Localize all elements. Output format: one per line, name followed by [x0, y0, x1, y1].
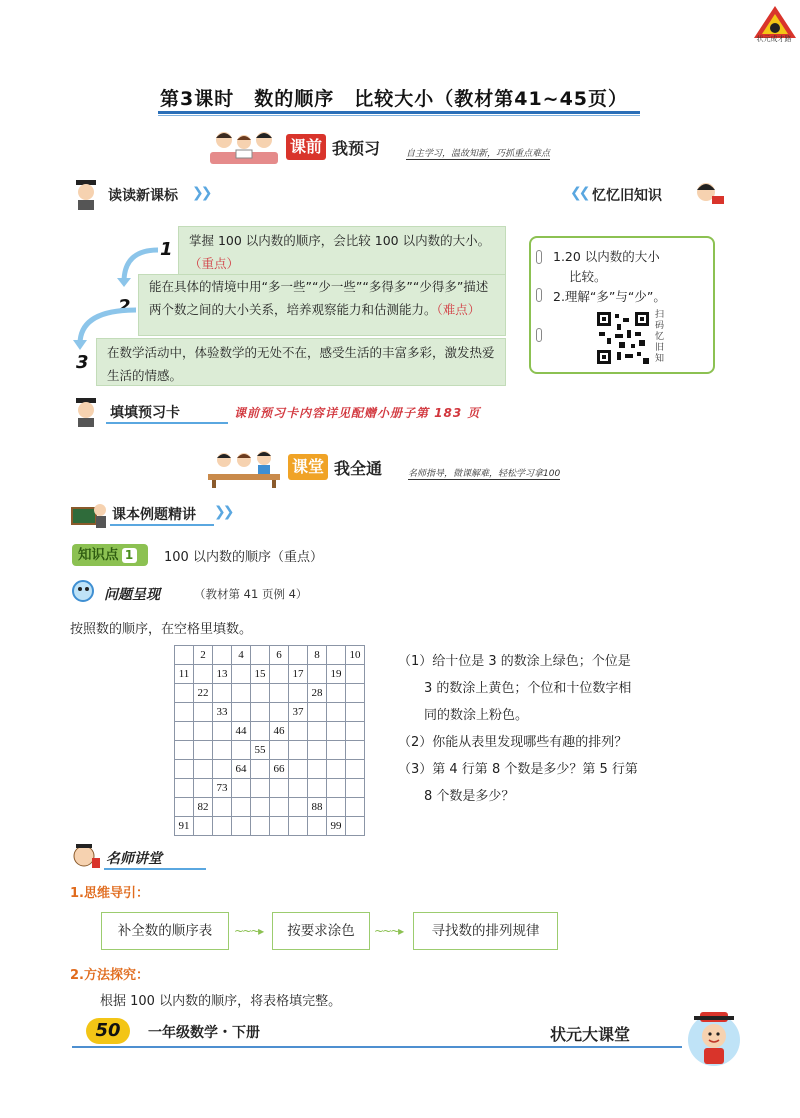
grid-cell-blank[interactable]	[251, 798, 270, 817]
grid-cell-blank[interactable]	[327, 703, 346, 722]
flow-step-1: 补全数的顺序表	[101, 912, 229, 950]
grid-cell-blank[interactable]	[251, 646, 270, 665]
grid-cell-filled: 91	[175, 817, 194, 836]
objective-num-2: 2	[118, 296, 131, 317]
review-item-2: 2.理解“多”与“少”。	[553, 289, 666, 304]
knowledge-point-tag-label: 知识点	[78, 547, 119, 563]
teacher-header	[104, 848, 208, 874]
grid-cell-filled: 64	[232, 760, 251, 779]
logo-text: 状元成才路	[756, 35, 792, 43]
grid-cell-blank[interactable]	[308, 722, 327, 741]
grid-cell-blank[interactable]	[251, 722, 270, 741]
grid-cell-blank[interactable]	[175, 703, 194, 722]
grid-row	[175, 798, 365, 817]
grid-cell-blank[interactable]	[346, 722, 365, 741]
teacher-mascot-icon	[70, 396, 104, 428]
grid-cell-filled: 99	[327, 817, 346, 836]
grid-cell-blank[interactable]	[175, 646, 194, 665]
objective-3	[96, 338, 506, 386]
grid-cell-filled: 88	[308, 798, 327, 817]
grid-cell-blank[interactable]	[194, 817, 213, 836]
step2-heading: 2.方法探究：	[70, 968, 149, 983]
grid-cell-filled: 66	[270, 760, 289, 779]
grid-cell-blank[interactable]	[175, 760, 194, 779]
objective-num-1: 1	[160, 239, 173, 260]
objective-2-key: （难点）	[436, 302, 481, 317]
grid-cell-filled: 15	[251, 665, 270, 684]
objective-1-key: （重点）	[189, 256, 240, 271]
title-underline	[158, 111, 640, 114]
problem-mascot-icon	[70, 578, 100, 604]
grid-cell-filled: 46	[270, 722, 289, 741]
grid-cell-blank[interactable]	[289, 684, 308, 703]
binder-ring-icon	[536, 288, 542, 302]
grid-cell-filled: 2	[194, 646, 213, 665]
grid-row	[175, 646, 365, 665]
grid-cell-filled: 44	[232, 722, 251, 741]
students-desk-illustration-icon	[206, 448, 282, 488]
grid-cell-filled: 4	[232, 646, 251, 665]
preview-subtitle: 自主学习，温故知新，巧抓重点难点	[406, 146, 550, 160]
review-header	[570, 184, 690, 210]
grid-cell-blank[interactable]	[251, 817, 270, 836]
grid-cell-blank[interactable]	[213, 817, 232, 836]
grid-cell-blank[interactable]	[213, 741, 232, 760]
grid-cell-blank[interactable]	[270, 703, 289, 722]
grid-cell-blank[interactable]	[270, 684, 289, 703]
objective-1	[178, 226, 506, 276]
grid-row	[175, 779, 365, 798]
grid-cell-filled: 6	[270, 646, 289, 665]
grid-cell-blank[interactable]	[289, 779, 308, 798]
header-underline	[110, 524, 214, 526]
grid-cell-blank[interactable]	[232, 798, 251, 817]
grid-cell-filled: 8	[308, 646, 327, 665]
class-name: 我全通	[334, 459, 383, 478]
preview-name: 我预习	[332, 139, 381, 158]
lesson-title: 第3课时 数的顺序 比较大小（教材第41~45页）	[160, 88, 629, 110]
grid-cell-blank[interactable]	[308, 703, 327, 722]
grid-cell-blank[interactable]	[175, 779, 194, 798]
grid-cell-blank[interactable]	[346, 798, 365, 817]
grid-cell-filled: 37	[289, 703, 308, 722]
qr-caption: 扫码忆旧知	[655, 310, 665, 364]
preview-tag: 课前	[286, 134, 326, 160]
flow-arrow-icon: ~~~▸	[234, 924, 263, 938]
grid-cell-blank[interactable]	[308, 741, 327, 760]
grid-cell-blank[interactable]	[308, 665, 327, 684]
grid-row	[175, 665, 365, 684]
grid-row	[175, 722, 365, 741]
grid-cell-blank[interactable]	[270, 798, 289, 817]
teacher-label: 名师讲堂	[106, 851, 162, 867]
objective-num-3: 3	[76, 352, 89, 373]
grid-row	[175, 817, 365, 836]
knowledge-point-tag	[72, 544, 148, 566]
grid-cell-blank[interactable]	[175, 741, 194, 760]
flow-step-2: 按要求涂色	[272, 912, 370, 950]
student-mascot-icon	[692, 178, 726, 212]
problem-instruction: 按照数的顺序，在空格里填数。	[70, 622, 253, 637]
grid-cell-blank[interactable]	[308, 779, 327, 798]
grid-cell-blank[interactable]	[194, 722, 213, 741]
class-tag: 课堂	[288, 454, 328, 480]
grid-cell-blank[interactable]	[327, 722, 346, 741]
grid-cell-blank[interactable]	[289, 760, 308, 779]
grid-cell-blank[interactable]	[194, 760, 213, 779]
knowledge-point-num: 1	[122, 548, 137, 563]
preview-card-label: 填填预习卡	[110, 405, 180, 421]
grid-row	[175, 684, 365, 703]
grid-cell-blank[interactable]	[232, 684, 251, 703]
double-chevron-icon: ❯❯	[192, 185, 210, 201]
grid-cell-blank[interactable]	[232, 779, 251, 798]
method-text: 根据 100 以内数的顺序，将表格填完整。	[100, 994, 342, 1009]
grid-cell-blank[interactable]	[194, 703, 213, 722]
binder-ring-icon	[536, 328, 542, 342]
grid-cell-filled: 28	[308, 684, 327, 703]
grid-cell-blank[interactable]	[308, 817, 327, 836]
page-number: 50	[86, 1018, 130, 1044]
grid-cell-blank[interactable]	[232, 665, 251, 684]
teacher-lecture-icon	[70, 842, 102, 872]
grid-cell-blank[interactable]	[289, 741, 308, 760]
grid-cell-filled: 73	[213, 779, 232, 798]
grid-cell-blank[interactable]	[327, 646, 346, 665]
question-3: （3）第 4 行第 8 个数是多少？第 5 行第 8 个数是多少？	[398, 762, 638, 804]
grid-row	[175, 741, 365, 760]
grid-cell-blank[interactable]	[175, 798, 194, 817]
grid-cell-filled: 13	[213, 665, 232, 684]
number-order-grid	[174, 645, 365, 836]
grid-row	[175, 703, 365, 722]
teacher-mascot-icon	[70, 178, 102, 212]
double-chevron-icon: ❯❯	[214, 504, 232, 520]
grid-cell-blank[interactable]	[213, 646, 232, 665]
grid-cell-blank[interactable]	[213, 760, 232, 779]
questions-list	[398, 648, 638, 810]
grid-cell-blank[interactable]	[270, 817, 289, 836]
preview-card-header	[106, 402, 232, 428]
question-2: （2）你能从表里发现哪些有趣的排列？	[398, 735, 628, 750]
title-underline-thin	[158, 115, 640, 116]
grid-cell-blank[interactable]	[213, 798, 232, 817]
grid-cell-blank[interactable]	[289, 798, 308, 817]
grid-cell-blank[interactable]	[232, 741, 251, 760]
family-reading-illustration-icon	[208, 128, 280, 166]
grid-cell-blank[interactable]	[251, 760, 270, 779]
grid-cell-blank[interactable]	[327, 760, 346, 779]
grid-cell-filled: 10	[346, 646, 365, 665]
grid-cell-filled: 17	[289, 665, 308, 684]
grid-row	[175, 760, 365, 779]
grid-cell-filled: 55	[251, 741, 270, 760]
read-standards-label: 读读新课标	[108, 188, 178, 204]
grid-cell-blank[interactable]	[289, 646, 308, 665]
examples-header	[110, 504, 244, 530]
objective-2	[138, 274, 506, 336]
grid-cell-blank[interactable]	[308, 760, 327, 779]
grid-cell-blank[interactable]	[232, 703, 251, 722]
examples-label: 课本例题精讲	[112, 507, 196, 523]
grid-cell-blank[interactable]	[194, 741, 213, 760]
grid-cell-filled: 19	[327, 665, 346, 684]
grid-cell-blank[interactable]	[175, 684, 194, 703]
book-name: 一年级数学・下册	[148, 1025, 260, 1041]
grid-cell-blank[interactable]	[346, 760, 365, 779]
grid-cell-blank[interactable]	[346, 741, 365, 760]
grid-cell-blank[interactable]	[232, 817, 251, 836]
champion-mascot-icon	[682, 1006, 746, 1070]
review-item-1-cont: 比较。	[569, 269, 607, 284]
grid-cell-blank[interactable]	[194, 779, 213, 798]
grid-cell-blank[interactable]	[346, 779, 365, 798]
grid-cell-filled: 11	[175, 665, 194, 684]
grid-cell-blank[interactable]	[346, 817, 365, 836]
grid-cell-blank[interactable]	[213, 684, 232, 703]
question-1: （1）给十位是 3 的数涂上绿色；个位是 3 的数涂上黄色；个位和十位数字相同的数涂上粉色。	[398, 654, 632, 723]
grid-cell-blank[interactable]	[327, 684, 346, 703]
grid-cell-filled: 33	[213, 703, 232, 722]
preview-banner	[286, 130, 596, 164]
grid-cell-blank[interactable]	[289, 722, 308, 741]
grid-cell-filled: 22	[194, 684, 213, 703]
grid-cell-blank[interactable]	[270, 779, 289, 798]
review-box	[529, 236, 715, 374]
grid-cell-blank[interactable]	[270, 665, 289, 684]
objective-3-text: 在数学活动中，体验数学的无处不在，感受生活的丰富多彩，激发热爱生活的情感。	[107, 345, 495, 383]
grid-cell-blank[interactable]	[346, 703, 365, 722]
knowledge-point-text: 100 以内数的顺序（重点）	[164, 550, 323, 565]
grid-cell-blank[interactable]	[346, 684, 365, 703]
grid-cell-blank[interactable]	[194, 665, 213, 684]
problem-label: 问题呈现	[104, 587, 160, 603]
header-underline	[104, 868, 206, 870]
grid-cell-blank[interactable]	[251, 779, 270, 798]
grid-cell-blank[interactable]	[251, 703, 270, 722]
binder-ring-icon	[536, 250, 542, 264]
grid-cell-blank[interactable]	[251, 684, 270, 703]
flow-arrow-icon: ~~~▸	[374, 924, 403, 938]
preview-card-note: 课前预习卡内容详见配赠小册子第 183 页	[234, 406, 481, 420]
class-banner	[288, 450, 598, 484]
grid-cell-blank[interactable]	[346, 665, 365, 684]
review-item-1: 1.20 以内数的大小	[553, 249, 660, 264]
grid-cell-blank[interactable]	[327, 741, 346, 760]
grid-cell-blank[interactable]	[289, 817, 308, 836]
problem-ref: （教材第 41 页例 4）	[194, 587, 308, 601]
grid-cell-blank[interactable]	[270, 741, 289, 760]
double-chevron-left-icon: ❮❮	[570, 185, 588, 201]
grid-cell-blank[interactable]	[213, 722, 232, 741]
objective-1-text: 掌握 100 以内数的顺序，会比较 100 以内数的大小。	[189, 233, 491, 248]
grid-cell-blank[interactable]	[175, 722, 194, 741]
qr-code-icon[interactable]	[595, 310, 651, 366]
brand-name: 状元大课堂	[550, 1025, 631, 1044]
footer-rule	[72, 1046, 682, 1048]
header-underline	[106, 422, 228, 424]
grid-cell-blank[interactable]	[327, 798, 346, 817]
grid-cell-blank[interactable]	[327, 779, 346, 798]
read-standards-header	[104, 184, 224, 210]
objective-2-text: 能在具体的情境中用“多一些”“少一些”“多得多”“少得多”描述两个数之间的大小关系，培养观察能力和估测能力。	[149, 279, 489, 317]
grid-cell-filled: 82	[194, 798, 213, 817]
chalkboard-teacher-icon	[70, 500, 108, 530]
flow-step-3: 寻找数的排列规律	[413, 912, 558, 950]
review-label: 忆忆旧知识	[592, 188, 662, 204]
step1-heading: 1.思维导引：	[70, 886, 149, 901]
class-subtitle: 名师指导，微课解难，轻松学习拿100	[408, 466, 560, 480]
